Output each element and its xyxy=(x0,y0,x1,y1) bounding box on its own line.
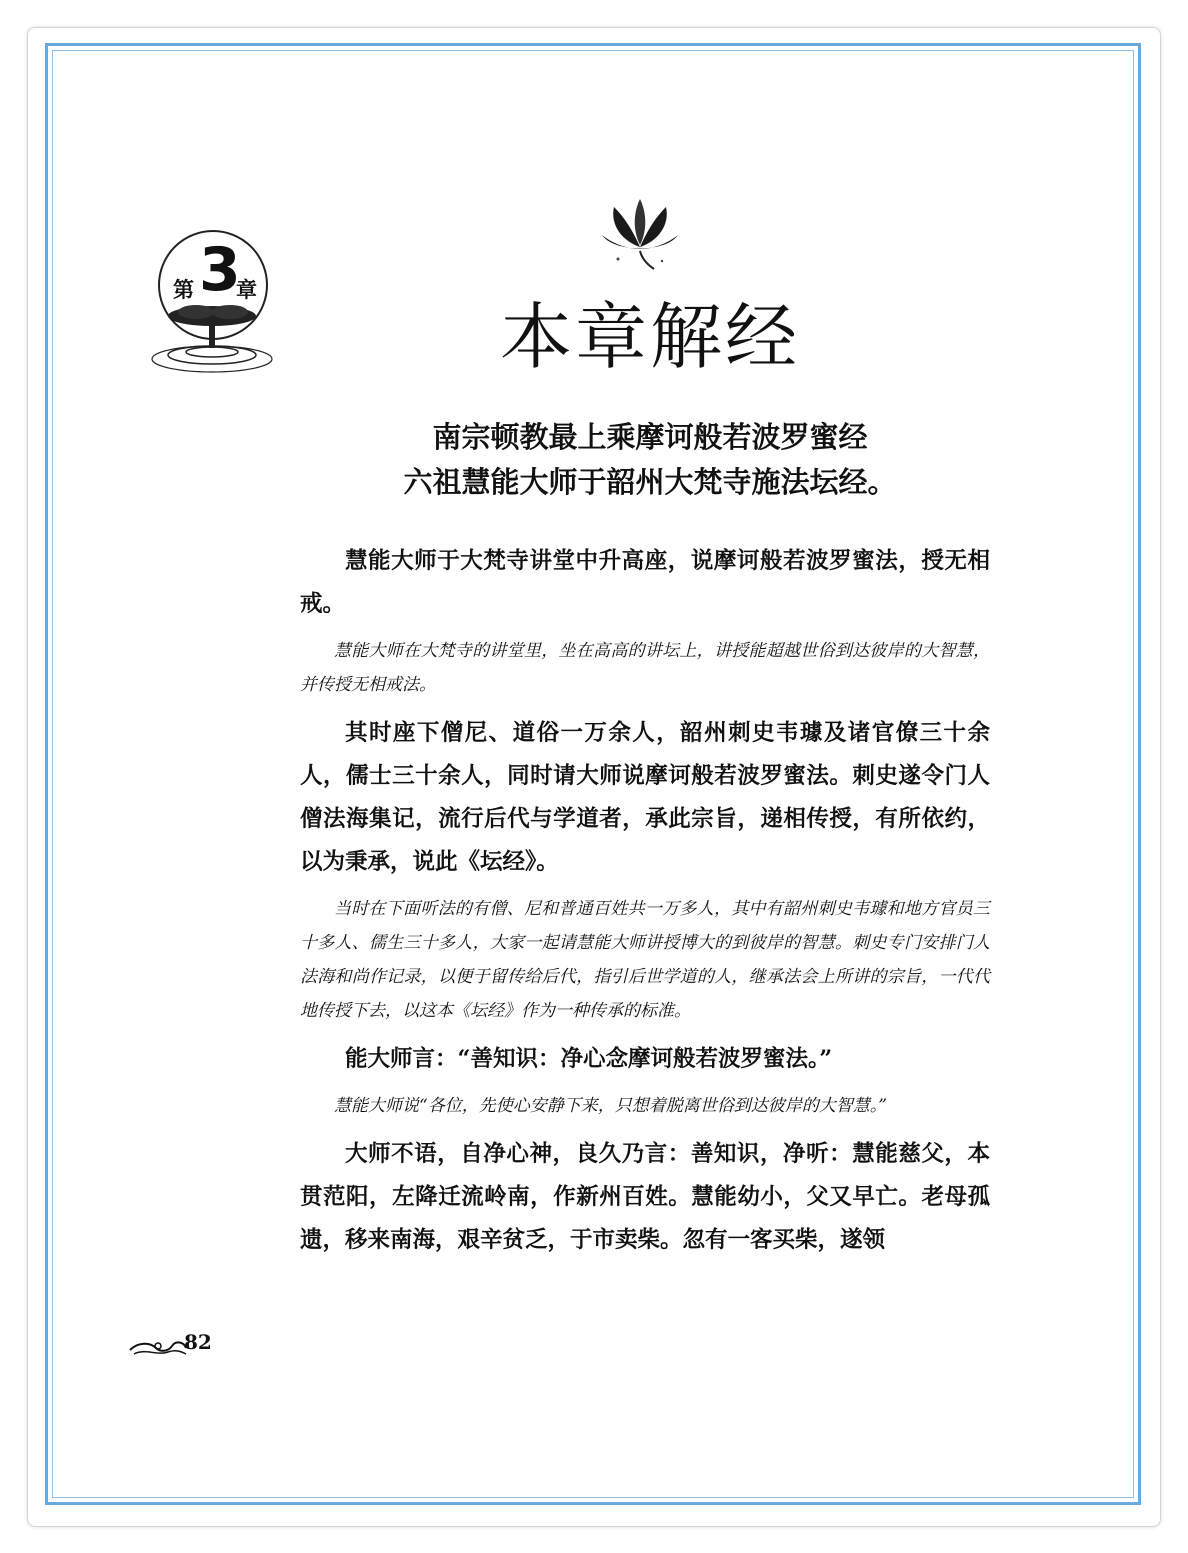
page-title: 本章解经 xyxy=(500,295,801,379)
body-text xyxy=(300,540,990,1270)
translation-text: 慧能大师在大梵寺的讲堂里，坐在高高的讲坛上，讲授能超越世俗到达彼岸的大智慧，并传授无相戒法。 xyxy=(300,641,990,695)
subtitle-line: 六祖慧能大师于韶州大梵寺施法坛经。 xyxy=(403,465,897,499)
lotus-icon xyxy=(592,195,688,273)
original-text: 其时座下僧尼、道俗一万余人，韶州刺史韦璩及诸官僚三十余人，儒士三十余人，同时请大师说摩诃般若波罗蜜法。刺史遂令门人僧法海集记，流行后代与学道者，承此宗旨，递相传授，有所依约，以为秉承，说此《坛经》。 xyxy=(300,720,990,875)
page-number: 82 xyxy=(184,1330,212,1354)
translation-text: 当时在下面听法的有僧、尼和普通百姓共一万多人，其中有韶州刺史韦璩和地方官员三十多人、儒生三十多人，大家一起请慧能大师讲授博大的到彼岸的智慧。刺史专门安排门人法海和尚作记录，以便于留传给后代，指引后世学道的人，继承法会上所讲的宗旨，一代代地传授下去，以这本《坛经》作为一种传承的标准。 xyxy=(300,899,990,1021)
subtitle xyxy=(300,415,1000,505)
original-text: 大师不语，自净心神，良久乃言：善知识，净听：慧能慈父，本贯范阳，左降迁流岭南，作新州百姓。慧能幼小，父又早亡。老母孤遗，移来南海，艰辛贫乏，于市卖柴。忽有一客买柴，遂领 xyxy=(300,1141,990,1253)
chapter-prefix: 第 xyxy=(173,277,194,302)
original-text: 能大师言：“善知识：净心念摩诃般若波罗蜜法。” xyxy=(345,1046,833,1072)
chapter-number: 3 xyxy=(199,235,241,305)
original-text: 慧能大师于大梵寺讲堂中升高座，说摩诃般若波罗蜜法，授无相戒。 xyxy=(300,548,990,617)
page-footer xyxy=(128,1330,218,1360)
translation-text: 慧能大师说“各位，先使心安静下来，只想着脱离世俗到达彼岸的大智慧。” xyxy=(334,1096,887,1116)
subtitle-line: 南宗顿教最上乘摩诃般若波罗蜜经 xyxy=(432,420,868,454)
cloud-swirl-icon xyxy=(128,1334,188,1358)
chapter-suffix: 章 xyxy=(236,277,257,302)
chapter-badge xyxy=(146,228,278,378)
tree-ripple-icon xyxy=(146,302,278,378)
